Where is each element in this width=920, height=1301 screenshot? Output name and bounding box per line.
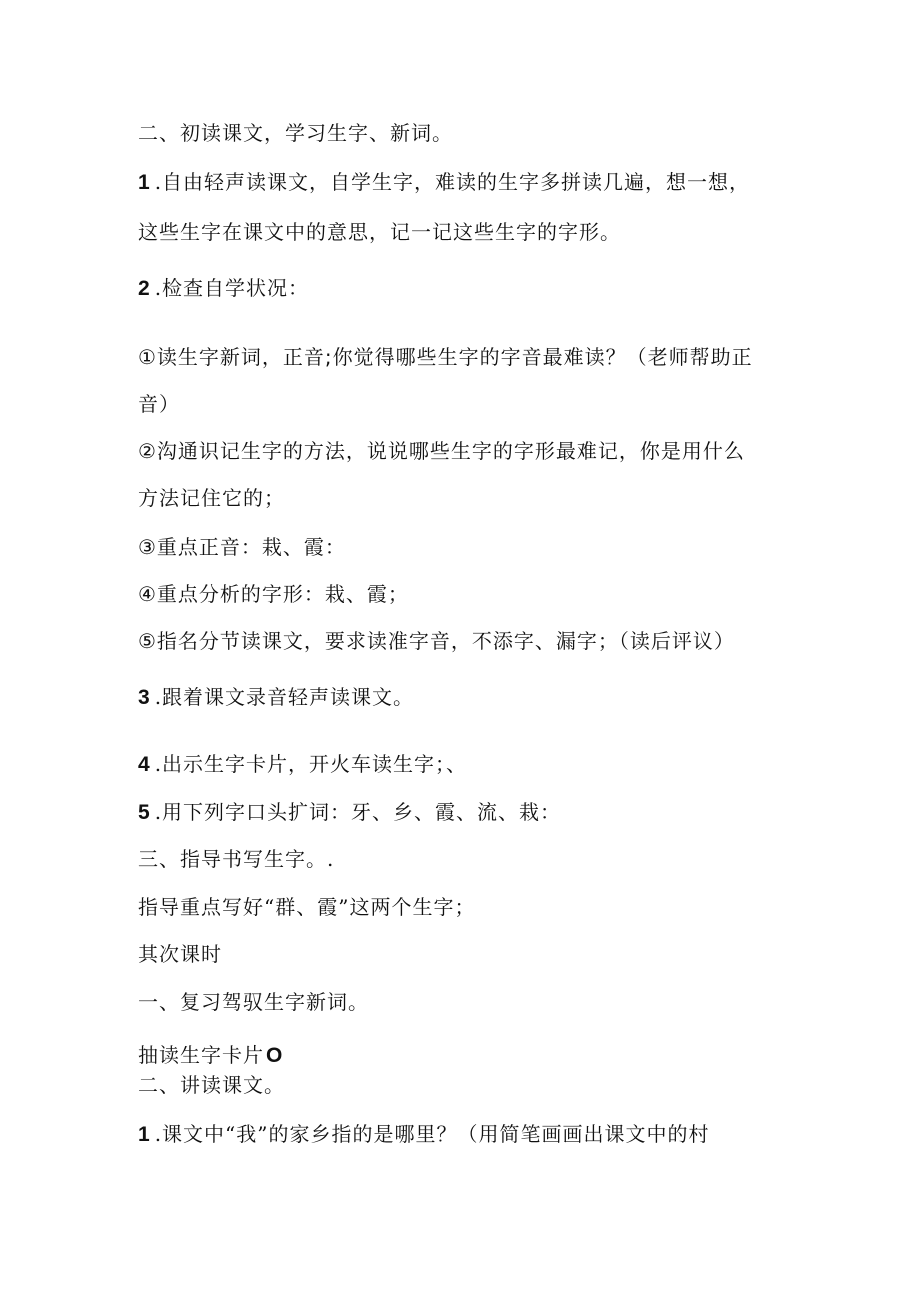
line-text: ③重点正音：栽、霞： [138, 535, 346, 559]
line-text: 方法记住它的； [138, 486, 285, 510]
step-number: 1 [138, 171, 151, 194]
line-text: .跟着课文录音轻声读课文。 [154, 685, 415, 709]
line-text: ②沟通识记生字的方法，说说哪些生字的字形最难记，你是用什么 [138, 439, 745, 463]
line-text: .自由轻声读课文，自学生字，难读的生字多拼读几遍，想一想， [154, 170, 751, 194]
section-heading-first-reading [138, 121, 453, 145]
section-heading-lecture [138, 1073, 285, 1097]
step-3-line [138, 685, 414, 710]
line-text: ④重点分析的字形：栽、霞； [138, 582, 409, 606]
line-text: 这些生字在课文中的意思，记一记这些生字的字形。 [138, 220, 621, 244]
line-text: 二、讲读课文。 [138, 1073, 285, 1097]
line-text: ⑤指名分节读课文，要求读准字音，不添字、漏字；（读后评议） [138, 629, 735, 653]
step-number: 1 [138, 1123, 151, 1146]
substep-1-line [138, 345, 753, 369]
line-text: 音） [138, 392, 180, 416]
line-text: 其次课时 [138, 942, 222, 966]
line-text: .课文中“我”的家乡指的是哪里？（用简笔画画出课文中的村 [154, 1122, 710, 1146]
section-heading-review [138, 990, 369, 1014]
step-1-line [138, 170, 750, 195]
step-number: 4 [138, 753, 151, 776]
line-text: 指导重点写好“群、霞”这两个生字； [138, 895, 476, 919]
writing-guidance-line [138, 895, 475, 919]
line-text: 抽读生字卡片 [138, 1043, 264, 1067]
line-text: 二、初读课文，学习生字、新词。 [138, 121, 453, 145]
step-1-continuation [138, 220, 621, 244]
line-suffix: O [266, 1044, 284, 1067]
lecture-step-1-line [138, 1122, 710, 1147]
substep-5-line [138, 629, 735, 653]
line-text: .出示生字卡片，开火车读生字；、 [154, 752, 468, 776]
step-number: 5 [138, 801, 151, 824]
step-2-line [138, 276, 309, 301]
substep-3-line [138, 535, 346, 559]
step-4-line [138, 752, 467, 777]
step-5-line [138, 800, 561, 825]
card-reading-line [138, 1043, 283, 1068]
line-text: 一、复习驾驭生字新词。 [138, 990, 369, 1014]
step-number: 2 [138, 277, 151, 300]
line-text: 三、指导书写生字。. [138, 847, 335, 871]
second-lesson-heading [138, 942, 222, 966]
substep-2-continuation [138, 486, 285, 510]
substep-1-continuation [138, 392, 180, 416]
section-heading-writing [138, 847, 334, 871]
line-text: .检查自学状况： [154, 276, 310, 300]
substep-4-line [138, 582, 409, 606]
line-text: ①读生字新词，正音;你觉得哪些生字的字音最难读？（老师帮助正 [138, 345, 753, 369]
step-number: 3 [138, 686, 151, 709]
substep-2-line [138, 439, 745, 463]
line-text: .用下列字口头扩词：牙、乡、霞、流、栽： [154, 800, 562, 824]
